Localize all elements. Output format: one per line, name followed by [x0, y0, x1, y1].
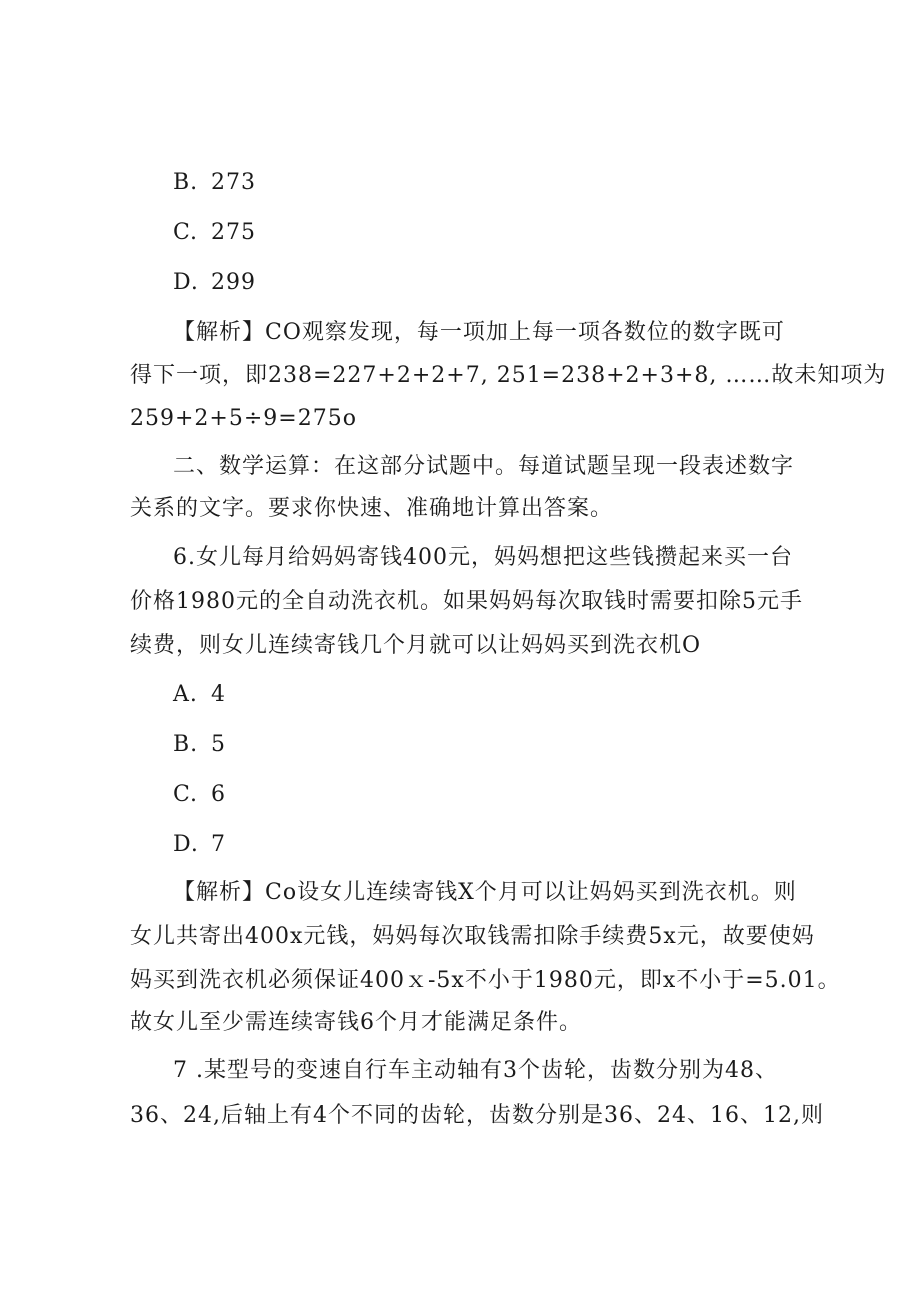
option-letter: B.	[173, 732, 199, 757]
option-letter: D.	[173, 832, 199, 857]
option-letter: A.	[173, 682, 198, 707]
question6-line1: 6.女儿每月给妈妈寄钱400元，妈妈想把这些钱攒起来买一台	[173, 545, 793, 570]
option-letter: D.	[173, 270, 199, 295]
option-value: 4	[211, 682, 226, 707]
analysis-q6-line4: 故女儿至少需连续寄钱6个月才能满足条件。	[130, 1010, 582, 1035]
option-a	[173, 680, 226, 710]
option-value: 7	[211, 832, 226, 857]
analysis-q6-line1: 【解析】Co设女儿连续寄钱X个月可以让妈妈买到洗衣机。则	[173, 880, 797, 905]
option-value: 5	[211, 732, 226, 757]
option-b	[173, 168, 256, 198]
section2-line2: 关系的文字。要求你快速、准确地计算出答案。	[130, 496, 614, 521]
analysis-q5-line2: 得下一项，即238=227+2+2+7, 251=238+2+3+8, ……故未知项为	[130, 363, 887, 388]
option-value: 273	[211, 170, 256, 195]
option-d	[173, 830, 226, 860]
question7-line1: 7 .某型号的变速自行车主动轴有3个齿轮，齿数分别为48、	[173, 1058, 778, 1083]
analysis-q6-line3: 妈买到洗衣机必须保证400ｘ-5x不小于1980元，即x不小于=5.01。	[130, 968, 841, 993]
option-c	[173, 780, 226, 810]
analysis-q5-line3: 259+2+5÷9=275o	[130, 406, 357, 431]
option-letter: C.	[173, 220, 199, 245]
option-d	[173, 268, 256, 298]
question7-line2: 36、24,后轴上有4个不同的齿轮，齿数分别是36、24、16、12,则	[130, 1103, 824, 1128]
option-value: 275	[211, 220, 256, 245]
question6-line2: 价格1980元的全自动洗衣机。如果妈妈每次取钱时需要扣除5元手	[130, 589, 803, 614]
question6-line3: 续费，则女儿连续寄钱几个月就可以让妈妈买到洗衣机O	[130, 633, 702, 658]
analysis-q6-line2: 女儿共寄出400x元钱，妈妈每次取钱需扣除手续费5x元，故要使妈	[130, 924, 815, 949]
option-b	[173, 730, 226, 760]
section2-line1: 二、数学运算：在这部分试题中。每道试题呈现一段表述数字	[173, 454, 795, 479]
analysis-q5-line1: 【解析】CO观察发现，每一项加上每一项各数位的数字既可	[173, 320, 785, 345]
option-value: 6	[211, 782, 226, 807]
option-value: 299	[211, 270, 256, 295]
option-letter: B.	[173, 170, 199, 195]
option-letter: C.	[173, 782, 199, 807]
option-c	[173, 218, 256, 248]
